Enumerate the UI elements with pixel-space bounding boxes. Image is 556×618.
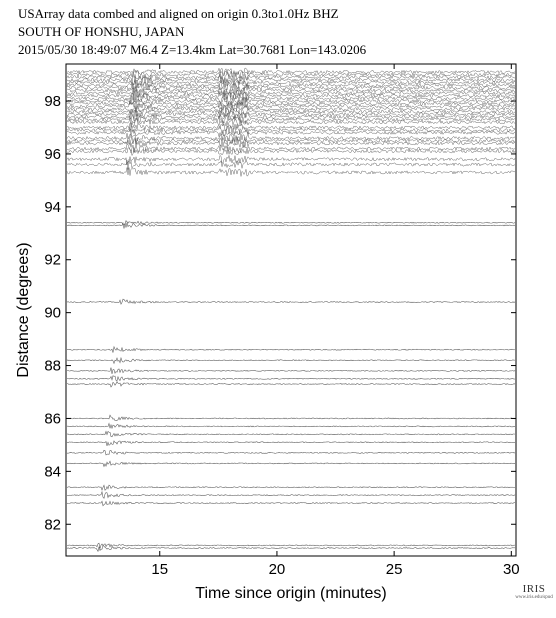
y-tick-label: 88 <box>44 357 61 375</box>
seismic-trace <box>67 461 515 466</box>
seismic-trace <box>67 546 515 552</box>
seismic-trace <box>67 423 515 428</box>
y-tick-label: 84 <box>44 463 61 481</box>
chart-title: USArray data combed and aligned on origin 0.3to1.0Hz BHZ <box>18 6 339 21</box>
y-tick-label: 98 <box>44 93 61 111</box>
seismic-trace <box>67 223 515 229</box>
traces-group <box>67 68 515 551</box>
x-tick-label: 25 <box>385 561 403 578</box>
iris-logo <box>515 583 553 600</box>
y-tick-label: 90 <box>44 304 61 322</box>
seismic-trace <box>67 415 515 420</box>
iris-logo-text: IRIS <box>522 583 546 595</box>
seismic-trace <box>67 159 515 169</box>
y-tick-label: 96 <box>44 145 61 163</box>
x-tick-label: 20 <box>268 561 286 578</box>
seismic-trace <box>67 155 515 165</box>
x-tick-label: 30 <box>502 561 520 578</box>
y-tick-label: 92 <box>44 251 61 269</box>
seismic-trace <box>67 492 515 498</box>
seismic-trace <box>67 485 515 490</box>
region-name: SOUTH OF HONSHU, JAPAN <box>18 24 185 39</box>
seismic-trace <box>67 431 515 436</box>
y-tick-label: 86 <box>44 410 61 428</box>
seismic-trace <box>67 358 515 364</box>
x-tick-label: 15 <box>151 561 169 578</box>
seismic-trace <box>67 126 515 134</box>
x-axis-label: Time since origin (minutes) <box>195 585 387 602</box>
seismic-trace <box>67 347 515 353</box>
seismic-trace <box>67 299 515 304</box>
seismic-trace <box>67 368 515 374</box>
y-axis <box>44 93 516 533</box>
seismic-trace <box>67 501 515 505</box>
iris-logo-url: www.iris.edu/spud <box>515 595 553 600</box>
y-tick-label: 82 <box>44 516 61 534</box>
event-info: 2015/05/30 18:49:07 M6.4 Z=13.4km Lat=30.7681 Lon=143.0206 <box>18 42 367 57</box>
seismic-trace <box>67 168 515 177</box>
seismic-trace <box>67 441 515 446</box>
y-tick-label: 94 <box>44 198 61 216</box>
seismic-trace <box>67 87 515 94</box>
seismic-trace <box>67 450 515 455</box>
seismic-trace <box>67 376 515 381</box>
y-axis-label: Distance (degrees) <box>15 242 32 378</box>
seismic-trace <box>67 382 515 387</box>
